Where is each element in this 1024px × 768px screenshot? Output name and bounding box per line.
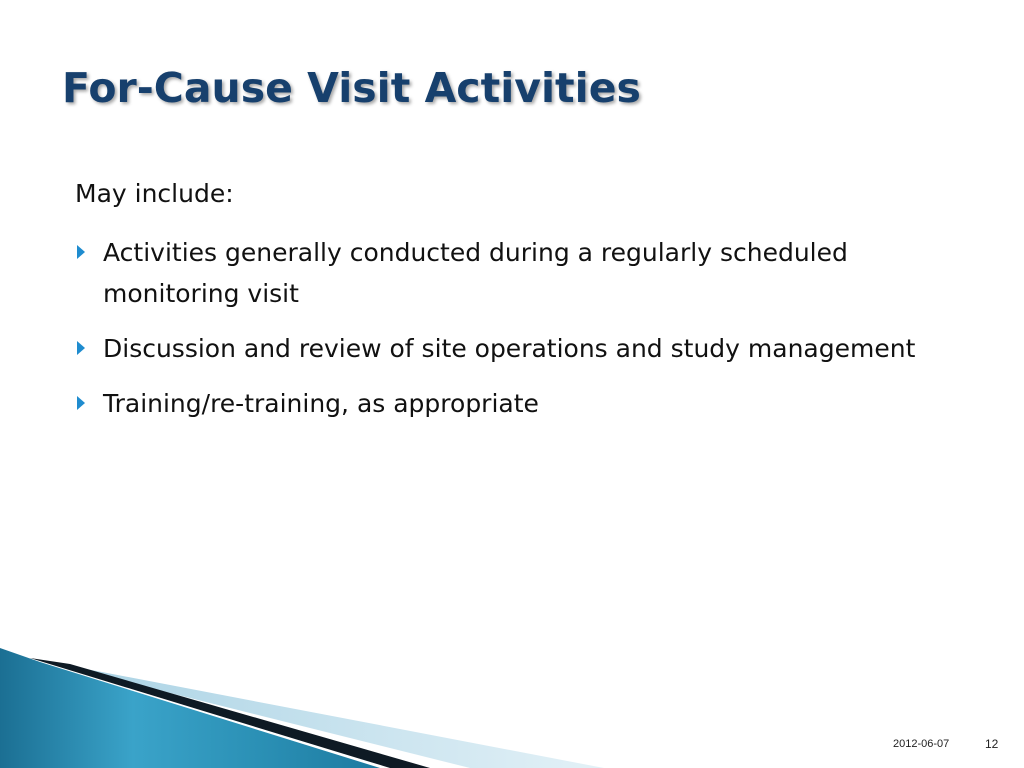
page-number: 12 <box>985 737 999 751</box>
bullet-text: Discussion and review of site operations and study management <box>103 334 916 363</box>
bullet-text: Training/re-training, as appropriate <box>103 389 539 418</box>
intro-text: May include: <box>75 179 234 208</box>
slide-title: For-Cause Visit Activities <box>62 64 641 112</box>
bullet-text: Activities generally conducted during a regularly scheduled monitoring visit <box>103 238 848 308</box>
footer-date: 2012-06-07 <box>893 738 950 750</box>
